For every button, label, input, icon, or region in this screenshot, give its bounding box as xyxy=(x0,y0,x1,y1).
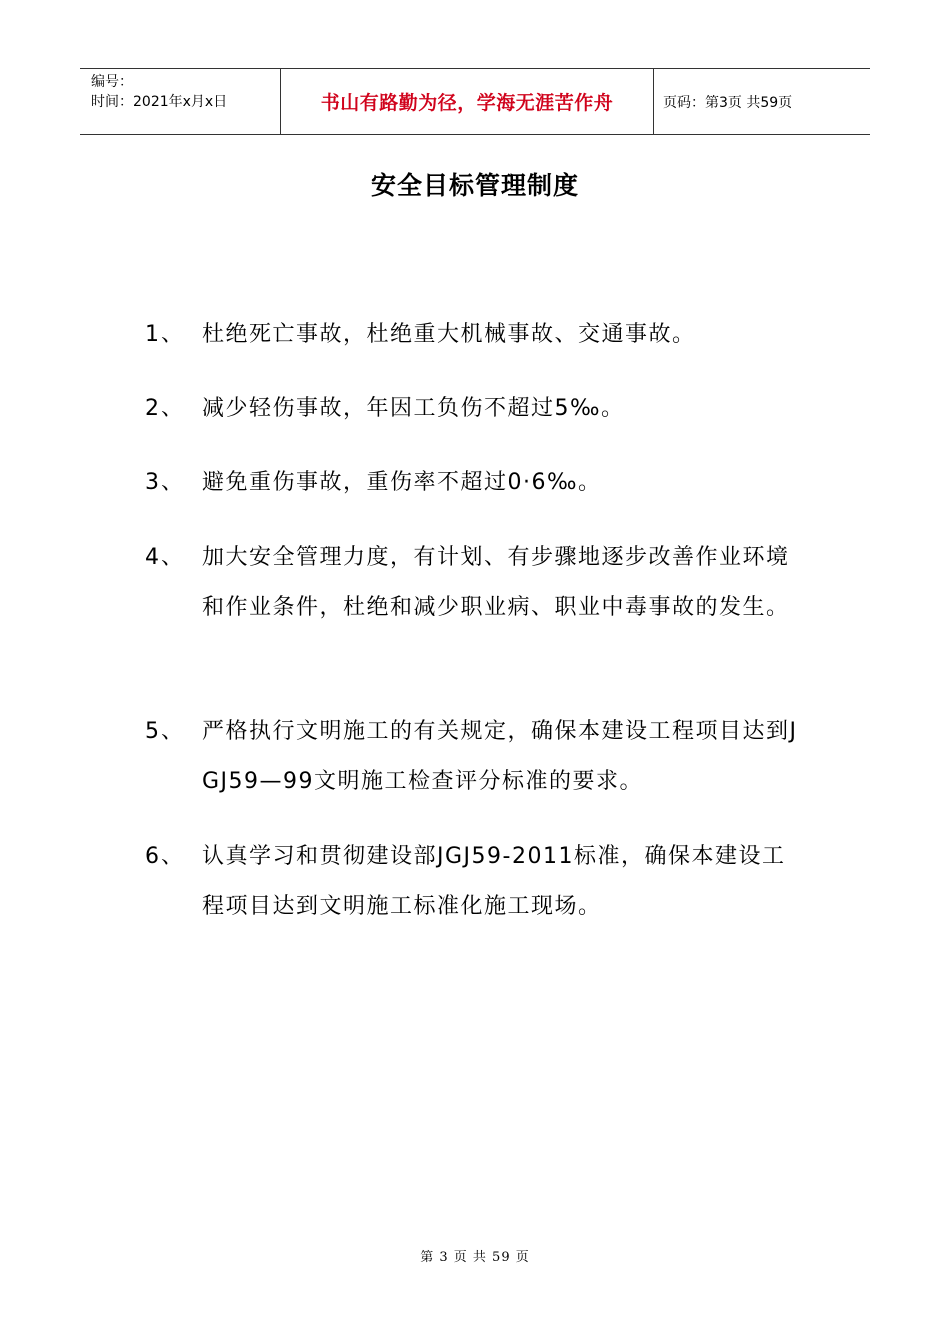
item-text: 减少轻伤事故，年因工负伤不超过5‰。 xyxy=(202,396,625,421)
item-number: 4、 xyxy=(145,545,185,570)
item-text: 杜绝死亡事故，杜绝重大机械事故、交通事故。 xyxy=(202,322,696,347)
item-text: 避免重伤事故，重伤率不超过0·6‰。 xyxy=(202,470,602,495)
page-header xyxy=(80,68,870,135)
item-number: 6、 xyxy=(145,844,185,869)
item-text: 加大安全管理力度，有计划、有步骤地逐步改善作业环境和作业条件，杜绝和减少职业病、职业中毒事故的发生。 xyxy=(202,545,790,620)
item-text: 认真学习和贯彻建设部JGJ59-2011标准，确保本建设工程项目达到文明施工标准化施工现场。 xyxy=(202,844,786,919)
item-text: 严格执行文明施工的有关规定，确保本建设工程项目达到JGJ59—99文明施工检查评分标准的要求。 xyxy=(202,719,798,794)
header-page-info: 页码：第3页 共59页 xyxy=(663,94,793,111)
item-number: 3、 xyxy=(145,470,185,495)
header-motto: 书山有路勤为径，学海无涯苦作舟 xyxy=(281,69,654,134)
item-number: 5、 xyxy=(145,719,185,744)
item-number: 1、 xyxy=(145,322,185,347)
document-title: 安全目标管理制度 xyxy=(370,171,579,200)
item-number: 2、 xyxy=(145,396,185,421)
document-number-label: 编号： xyxy=(91,74,133,90)
document-time-label: 时间：2021年x月x日 xyxy=(91,94,228,110)
header-meta xyxy=(80,69,281,134)
page-footer: 第 3 页 共 59 页 xyxy=(420,1250,530,1265)
